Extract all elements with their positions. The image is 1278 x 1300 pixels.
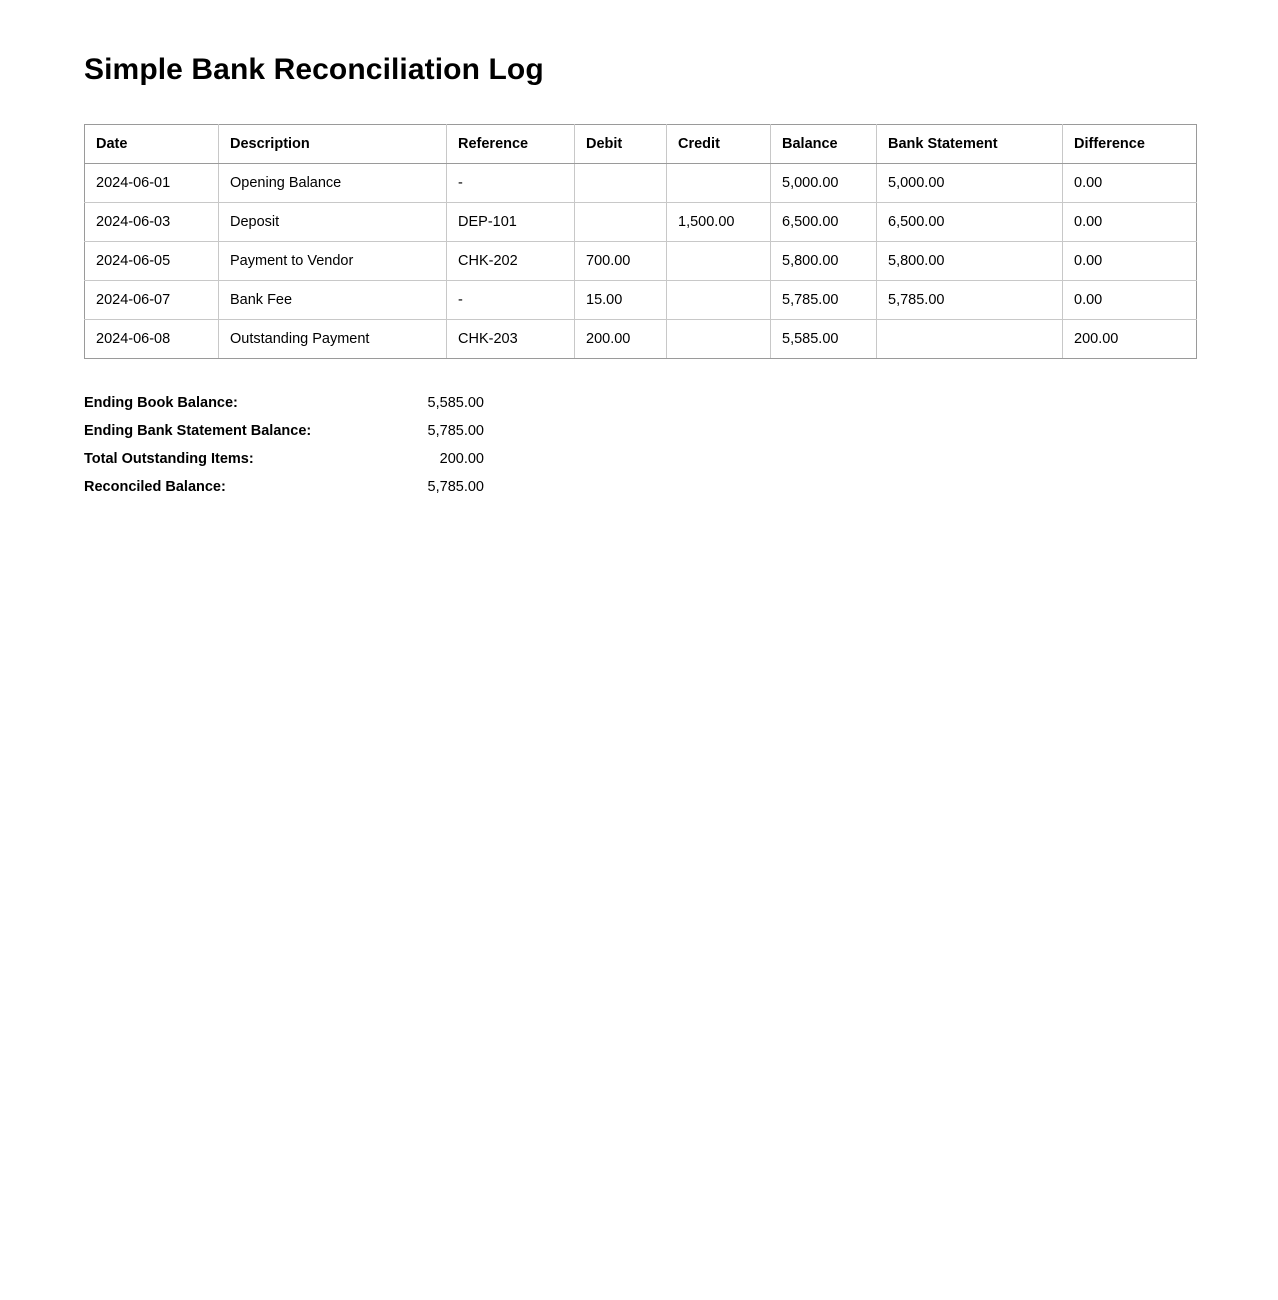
cell-credit: 1,500.00 bbox=[667, 203, 771, 242]
cell-reference: - bbox=[447, 281, 575, 320]
cell-balance: 5,800.00 bbox=[771, 242, 877, 281]
cell-date: 2024-06-03 bbox=[85, 203, 219, 242]
table-row bbox=[85, 164, 1197, 203]
column-header-bank-statement: Bank Statement bbox=[877, 125, 1063, 164]
summary-value: 200.00 bbox=[439, 451, 484, 467]
cell-difference: 200.00 bbox=[1063, 320, 1197, 359]
cell-description: Opening Balance bbox=[219, 164, 447, 203]
cell-description: Outstanding Payment bbox=[219, 320, 447, 359]
cell-credit bbox=[667, 320, 771, 359]
summary-row-ending-bank-statement-balance bbox=[84, 423, 1278, 451]
cell-credit bbox=[667, 281, 771, 320]
summary-row-ending-book-balance bbox=[84, 395, 1278, 423]
column-header-debit: Debit bbox=[575, 125, 667, 164]
reconciliation-table bbox=[84, 124, 1197, 359]
summary-label: Reconciled Balance: bbox=[84, 479, 226, 495]
cell-bank-statement: 5,000.00 bbox=[877, 164, 1063, 203]
cell-debit bbox=[575, 164, 667, 203]
cell-balance: 6,500.00 bbox=[771, 203, 877, 242]
cell-credit bbox=[667, 242, 771, 281]
cell-date: 2024-06-01 bbox=[85, 164, 219, 203]
summary-label: Ending Bank Statement Balance: bbox=[84, 423, 312, 439]
page-title: Simple Bank Reconciliation Log bbox=[84, 53, 544, 86]
cell-debit: 200.00 bbox=[575, 320, 667, 359]
summary-row-reconciled-balance bbox=[84, 479, 1278, 507]
summary-row-total-outstanding-items bbox=[84, 451, 1278, 479]
cell-reference: CHK-202 bbox=[447, 242, 575, 281]
table-header-row bbox=[85, 125, 1197, 164]
cell-debit: 15.00 bbox=[575, 281, 667, 320]
cell-date: 2024-06-08 bbox=[85, 320, 219, 359]
summary-label: Ending Book Balance: bbox=[84, 395, 238, 411]
cell-bank-statement: 5,785.00 bbox=[877, 281, 1063, 320]
cell-bank-statement bbox=[877, 320, 1063, 359]
cell-description: Payment to Vendor bbox=[219, 242, 447, 281]
cell-difference: 0.00 bbox=[1063, 242, 1197, 281]
table-row bbox=[85, 281, 1197, 320]
cell-difference: 0.00 bbox=[1063, 281, 1197, 320]
column-header-date: Date bbox=[85, 125, 219, 164]
cell-difference: 0.00 bbox=[1063, 203, 1197, 242]
table-header bbox=[85, 125, 1197, 164]
cell-bank-statement: 5,800.00 bbox=[877, 242, 1063, 281]
cell-date: 2024-06-07 bbox=[85, 281, 219, 320]
cell-reference: CHK-203 bbox=[447, 320, 575, 359]
summary-section bbox=[84, 395, 1278, 507]
cell-balance: 5,585.00 bbox=[771, 320, 877, 359]
column-header-difference: Difference bbox=[1063, 125, 1197, 164]
cell-difference: 0.00 bbox=[1063, 164, 1197, 203]
summary-value: 5,785.00 bbox=[427, 423, 484, 439]
summary-label: Total Outstanding Items: bbox=[84, 451, 254, 467]
summary-value: 5,585.00 bbox=[427, 395, 484, 411]
cell-reference: - bbox=[447, 164, 575, 203]
cell-description: Deposit bbox=[219, 203, 447, 242]
summary-value: 5,785.00 bbox=[427, 479, 484, 495]
cell-reference: DEP-101 bbox=[447, 203, 575, 242]
cell-balance: 5,000.00 bbox=[771, 164, 877, 203]
column-header-credit: Credit bbox=[667, 125, 771, 164]
table-body bbox=[85, 164, 1197, 359]
column-header-reference: Reference bbox=[447, 125, 575, 164]
cell-date: 2024-06-05 bbox=[85, 242, 219, 281]
column-header-description: Description bbox=[219, 125, 447, 164]
cell-debit: 700.00 bbox=[575, 242, 667, 281]
cell-description: Bank Fee bbox=[219, 281, 447, 320]
table-row bbox=[85, 320, 1197, 359]
column-header-balance: Balance bbox=[771, 125, 877, 164]
table-row bbox=[85, 242, 1197, 281]
table-row bbox=[85, 203, 1197, 242]
cell-credit bbox=[667, 164, 771, 203]
cell-bank-statement: 6,500.00 bbox=[877, 203, 1063, 242]
page-container bbox=[0, 0, 1278, 507]
cell-balance: 5,785.00 bbox=[771, 281, 877, 320]
cell-debit bbox=[575, 203, 667, 242]
